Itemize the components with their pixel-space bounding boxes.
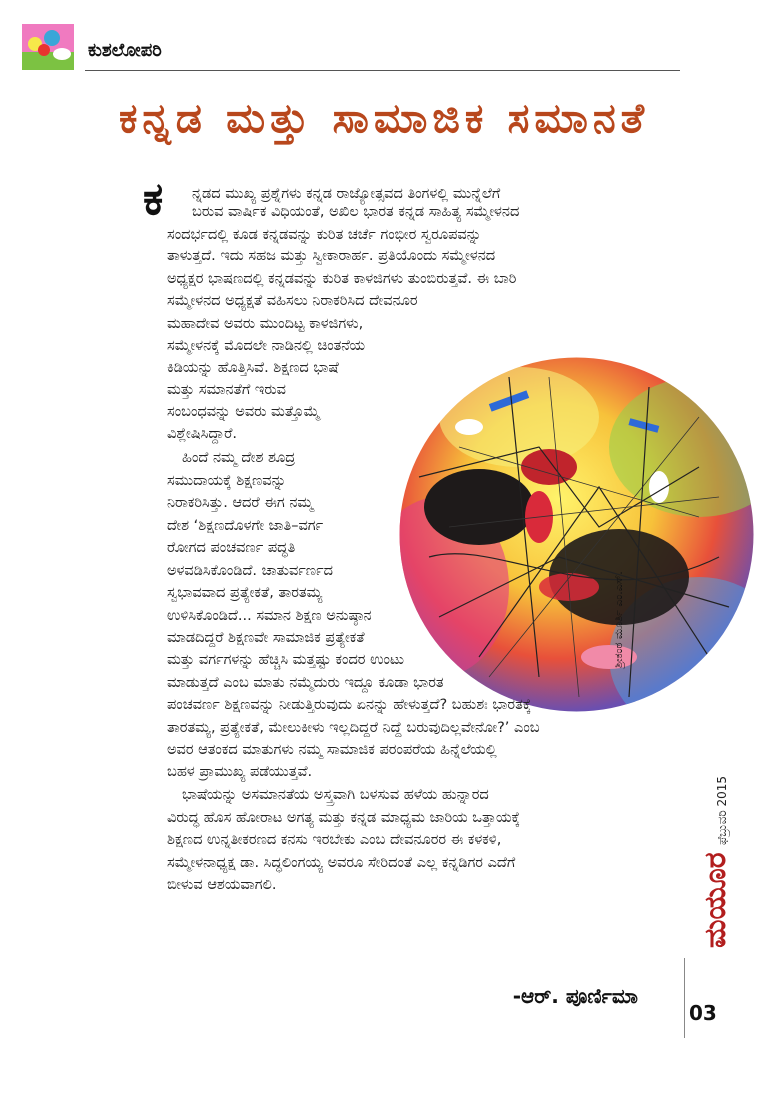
article-line: ಅಳವಡಿಸಿಕೊಂಡಿದೆ. ಚಾತುರ್ವರ್ಣದ [167, 563, 333, 579]
article-line: ಸಮ್ಮೇಳನಾಧ್ಯಕ್ಷ ಡಾ. ಸಿದ್ಧಲಿಂಗಯ್ಯ ಅವರೂ ಸೇರಿದಂತೆ ಎಲ್ಲ ಕನ್ನಡಿಗರ ಎದೆಗೆ [167, 855, 516, 871]
article-line: ಸಮುದಾಯಕ್ಕೆ ಶಿಕ್ಷಣವನ್ನು [167, 473, 287, 489]
article-line: ಮಾಡುತ್ತದೆ ಎಂಬ ಮಾತು ನಮ್ಮೆದುರು ಇದ್ದೂ ಕೂಡಾ ಭಾರತ [167, 675, 444, 691]
article-line: ಸಮ್ಮೇಳನಕ್ಕೆ ಮೊದಲೇ ನಾಡಿನಲ್ಲಿ ಚಿಂತನೆಯ [167, 338, 366, 354]
article-line: ರೋಗದ ಪಂಚವರ್ಣ ಪದ್ಧತಿ [167, 540, 296, 556]
author-signature: -ಆರ್. ಪೂರ್ಣಿಮಾ [512, 984, 638, 1008]
article-line: ವಿರುದ್ಧ ಹೊಸ ಹೋರಾಟ ಅಗತ್ಯ ಮತ್ತು ಕನ್ನಡ ಮಾಧ್ಯಮ ಜಾರಿಯ ಒತ್ತಾಯಕ್ಕೆ [167, 810, 521, 826]
article-line: ಹಿಂದೆ ನಮ್ಮ ದೇಶ ಶೂದ್ರ [182, 450, 296, 466]
issue-date: ಫೆಬ್ರುವರಿ 2015 [715, 775, 729, 845]
margin-divider [684, 958, 685, 1038]
article-line: ಸಂಬಂಧವನ್ನು ಅವರು ಮತ್ತೊಮ್ಮೆ [167, 404, 320, 420]
article-line: ಸಂದರ್ಭದಲ್ಲಿ ಕೂಡ ಕನ್ನಡವನ್ನು ಕುರಿತ ಚರ್ಚೆ ಗಂಭೀರ ಸ್ವರೂಪವನ್ನು [167, 227, 482, 243]
article-line: ಬೀಳುವ ಆಶಯವಾಗಲಿ. [167, 877, 277, 893]
article-line: ನ್ನಡದ ಮುಖ್ಯ ಪ್ರಶ್ನೆಗಳು ಕನ್ನಡ ರಾಜ್ಯೋತ್ಸವದ ತಿಂಗಳಲ್ಲಿ ಮುನ್ನೆಲೆಗೆ [192, 186, 501, 202]
article-line: ಶಿಕ್ಷಣದ ಉನ್ನತೀಕರಣದ ಕನಸು ಇರಬೇಕು ಎಂಬ ದೇವನೂರರ ಈ ಕಳಕಳಿ, [167, 832, 502, 848]
article-line: ಸಮ್ಮೇಳನದ ಅಧ್ಯಕ್ಷತೆ ವಹಿಸಲು ನಿರಾಕರಿಸಿದ ದೇವನೂರ [167, 293, 418, 309]
article-line: ಬರುವ ವಾರ್ಷಿಕ ವಿಧಿಯಂತೆ, ಅಖಿಲ ಭಾರತ ಕನ್ನಡ ಸಾಹಿತ್ಯ ಸಮ್ಮೇಳನದ [192, 204, 520, 220]
article-line: ಮತ್ತು ವರ್ಗಗಳನ್ನು ಹೆಚ್ಚಿಸಿ ಮತ್ತಷ್ಟು ಕಂದರ ಉಂಟು [167, 652, 405, 668]
article-line: ಭಾಷೆಯನ್ನು ಅಸಮಾನತೆಯ ಅಸ್ತ್ರವಾಗಿ ಬಳಸುವ ಹಳೆಯ ಹುನ್ನಾರದ [182, 787, 489, 803]
article-line: ನಿರಾಕರಿಸಿತ್ತು. ಆದರೆ ಈಗ ನಮ್ಮ [167, 495, 314, 511]
article-line: ಕಿಡಿಯನ್ನು ಹೊತ್ತಿಸಿವೆ. ಶಿಕ್ಷಣದ ಭಾಷೆ [167, 360, 339, 376]
article-line: ಬಹಳ ಪ್ರಾಮುಖ್ಯ ಪಡೆಯುತ್ತವೆ. [167, 764, 313, 780]
article-line: ಮಹಾದೇವ ಅವರು ಮುಂದಿಟ್ಟ ಕಾಳಜಿಗಳು, [167, 316, 364, 332]
article-line: ಉಳಿಸಿಕೊಂಡಿದೆ... ಸಮಾನ ಶಿಕ್ಷಣ ಅನುಷ್ಠಾನ [167, 608, 372, 624]
article-title: ಕನ್ನಡ ಮತ್ತು ಸಾಮಾಜಿಕ ಸಮಾನತೆ [118, 94, 650, 142]
section-label: ಕುಶಲೋಪರಿ [88, 40, 162, 61]
article-line: ಮಾಡದಿದ್ದರೆ ಶಿಕ್ಷಣವೇ ಸಾಮಾಜಿಕ ಪ್ರತ್ಯೇಕತೆ [167, 630, 365, 646]
artist-credit: ಶ್ರೀಕಂಠ ಮೂರ್ತಿ ಎಂ.ಎಸ್. [612, 571, 625, 668]
article-line: ಪಂಚವರ್ಣ ಶಿಕ್ಷಣವನ್ನು ನೀಡುತ್ತಿರುವುದು ಏನನ್ನು ಹೇಳುತ್ತದೆ? ಬಹುಶಃ ಭಾರತಕ್ಕೆ [167, 697, 532, 713]
article-line: ಅಧ್ಯಕ್ಷರ ಭಾಷಣದಲ್ಲಿ ಕನ್ನಡವನ್ನು ಕುರಿತ ಕಾಳಜಿಗಳು ತುಂಬಿರುತ್ತವೆ. ಈ ಬಾರಿ [167, 271, 517, 287]
drop-cap: ಕ [143, 172, 164, 225]
article-line: ವಿಶ್ಲೇಷಿಸಿದ್ದಾರೆ. [167, 426, 238, 442]
article-line: ಮತ್ತು ಸಮಾನತೆಗೆ ಇರುವ [167, 382, 286, 398]
article-line: ತಾಳುತ್ತದೆ. ಇದು ಸಹಜ ಮತ್ತು ಸ್ವೀಕಾರಾರ್ಹ. ಪ್ರತಿಯೊಂದು ಸಮ್ಮೇಳನದ [167, 248, 496, 264]
page-number: 03 [689, 1001, 717, 1025]
article-line: ಅವರ ಆತಂಕದ ಮಾತುಗಳು ನಮ್ಮ ಸಾಮಾಜಿಕ ಪರಂಪರೆಯ ಹಿನ್ನೆಲೆಯಲ್ಲಿ [167, 742, 497, 758]
article-line: ದೇಶ ‘ಶಿಕ್ಷಣದೊಳಗೇ ಜಾತಿ–ವರ್ಗ [167, 518, 324, 534]
magazine-brand: ಮಯೂರ [698, 852, 733, 948]
article-line: ತಾರತಮ್ಯ, ಪ್ರತ್ಯೇಕತೆ, ಮೇಲುಕೀಳು ಇಲ್ಲದಿದ್ದರೆ ನಿದ್ದೆ ಬರುವುದಿಲ್ಲವೇನೋ?’ ಎಂಬ [167, 720, 540, 736]
article-line: ಸ್ವಭಾವವಾದ ಪ್ರತ್ಯೇಕತೆ, ತಾರತಮ್ಯ [167, 585, 323, 601]
